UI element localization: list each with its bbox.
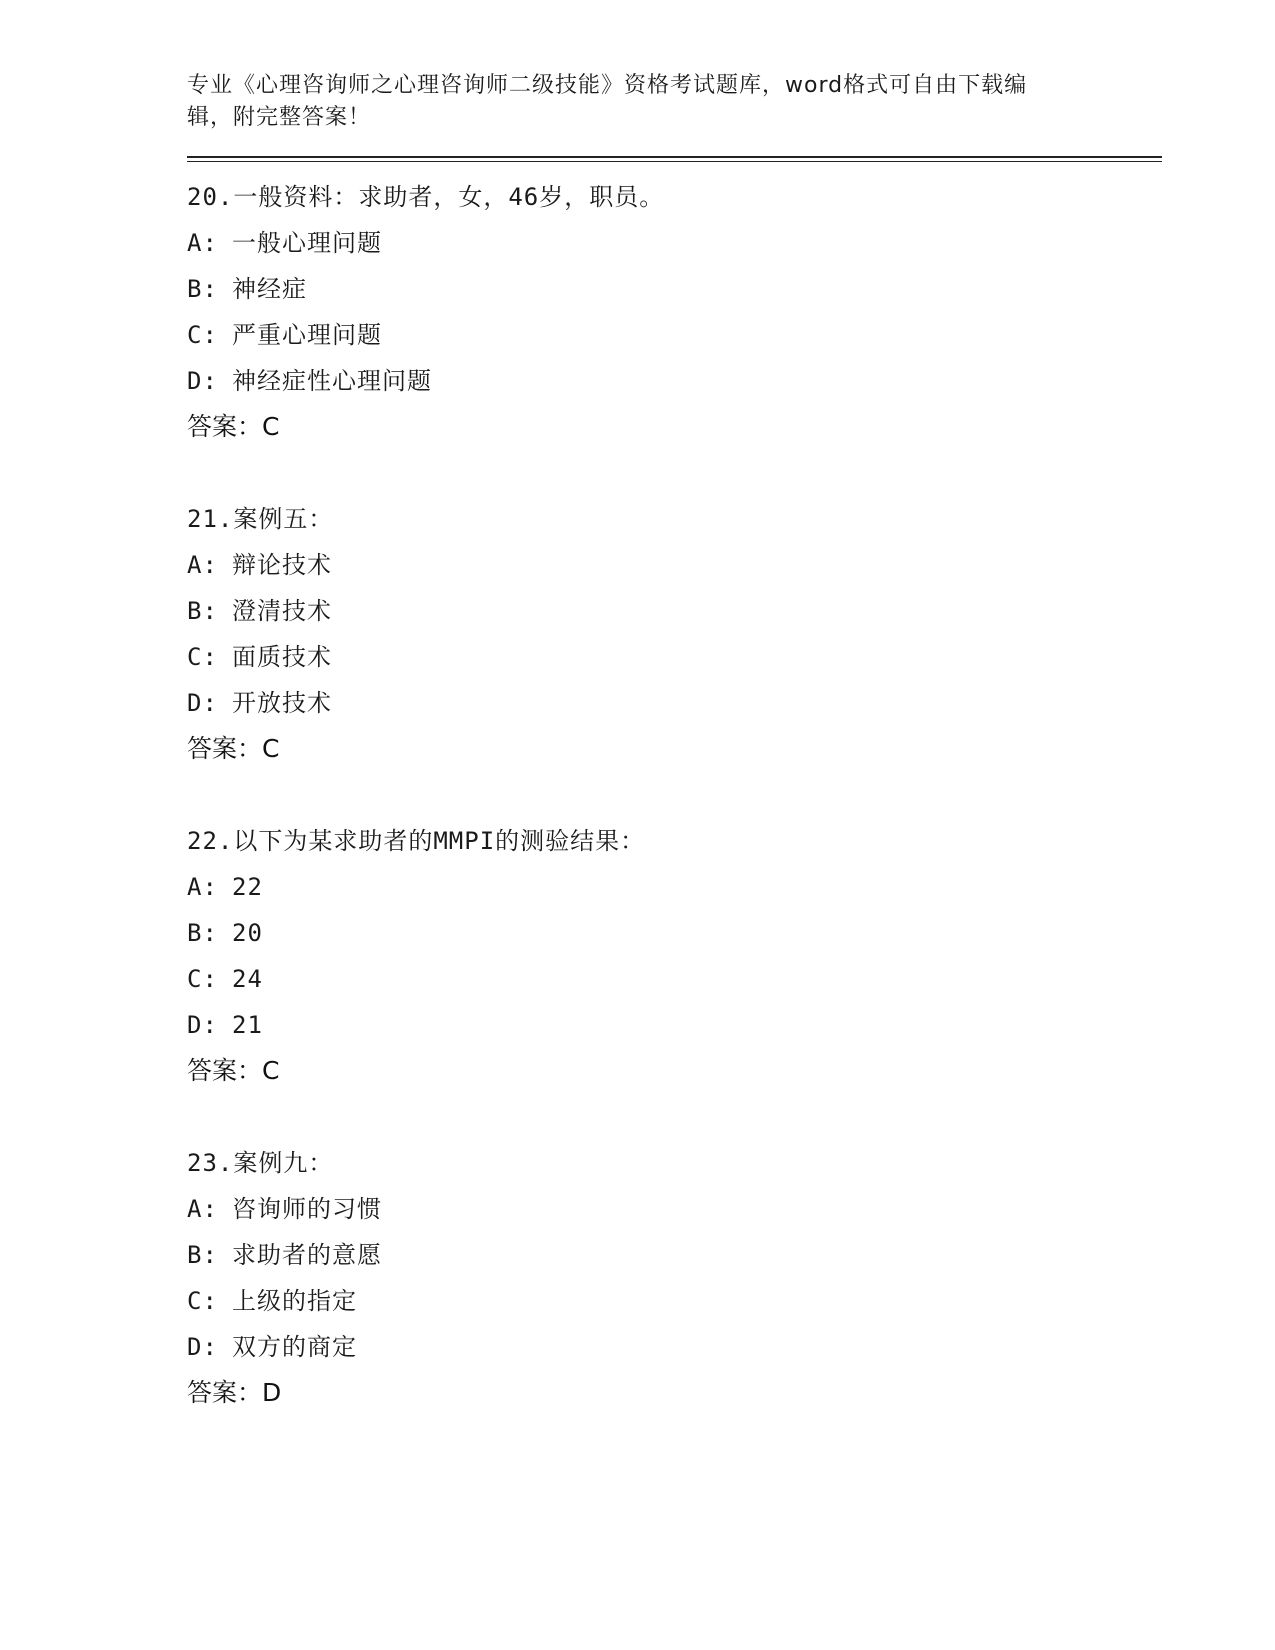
option-d — [187, 358, 1162, 404]
answer-line: 答案：C — [187, 1056, 280, 1085]
option-label: C: — [187, 1287, 218, 1315]
option-label: A: — [187, 1195, 218, 1223]
question-block — [187, 174, 1162, 450]
question-stem: 20.一般资料：求助者，女，46岁，职员。 — [187, 183, 665, 211]
option-label: B: — [187, 919, 218, 947]
option-label: D: — [187, 367, 218, 395]
option-c — [187, 1278, 1162, 1324]
option-text: 24 — [232, 965, 263, 993]
option-label: A: — [187, 229, 218, 257]
option-d — [187, 1324, 1162, 1370]
option-text: 澄清技术 — [232, 597, 332, 625]
answer-line: 答案：D — [187, 1378, 282, 1407]
option-b — [187, 1232, 1162, 1278]
option-text: 一般心理问题 — [232, 229, 382, 257]
question-stem: 23.案例九： — [187, 1149, 334, 1177]
option-a — [187, 864, 1162, 910]
header-divider — [187, 156, 1162, 162]
option-a — [187, 542, 1162, 588]
option-a — [187, 1186, 1162, 1232]
option-label: B: — [187, 275, 218, 303]
option-label: C: — [187, 321, 218, 349]
question-block — [187, 1140, 1162, 1416]
question-list — [187, 174, 1162, 1416]
answer-line: 答案：C — [187, 412, 280, 441]
document-page — [187, 70, 1162, 1416]
option-text: 双方的商定 — [232, 1333, 357, 1361]
option-text: 上级的指定 — [232, 1287, 357, 1315]
question-block — [187, 496, 1162, 772]
option-c — [187, 956, 1162, 1002]
option-label: D: — [187, 1011, 218, 1039]
question-stem: 22.以下为某求助者的MMPI的测验结果： — [187, 827, 646, 855]
option-c — [187, 634, 1162, 680]
option-text: 严重心理问题 — [232, 321, 382, 349]
option-text: 神经症性心理问题 — [232, 367, 432, 395]
option-label: A: — [187, 873, 218, 901]
option-label: D: — [187, 1333, 218, 1361]
question-block — [187, 818, 1162, 1094]
answer-line: 答案：C — [187, 734, 280, 763]
option-b — [187, 266, 1162, 312]
option-label: B: — [187, 1241, 218, 1269]
option-text: 辩论技术 — [232, 551, 332, 579]
option-label: C: — [187, 965, 218, 993]
option-text: 求助者的意愿 — [232, 1241, 382, 1269]
option-d — [187, 680, 1162, 726]
option-text: 21 — [232, 1011, 263, 1039]
document-header: 专业《心理咨询师之心理咨询师二级技能》资格考试题库，word格式可自由下载编辑，附完整答案！ — [187, 73, 1028, 130]
option-label: B: — [187, 597, 218, 625]
option-c — [187, 312, 1162, 358]
option-a — [187, 220, 1162, 266]
option-text: 咨询师的习惯 — [232, 1195, 382, 1223]
option-text: 神经症 — [232, 275, 307, 303]
option-text: 开放技术 — [232, 689, 332, 717]
option-text: 22 — [232, 873, 263, 901]
option-label: A: — [187, 551, 218, 579]
option-label: C: — [187, 643, 218, 671]
option-text: 20 — [232, 919, 263, 947]
option-text: 面质技术 — [232, 643, 332, 671]
option-b — [187, 910, 1162, 956]
option-d — [187, 1002, 1162, 1048]
question-stem: 21.案例五： — [187, 505, 334, 533]
option-b — [187, 588, 1162, 634]
option-label: D: — [187, 689, 218, 717]
